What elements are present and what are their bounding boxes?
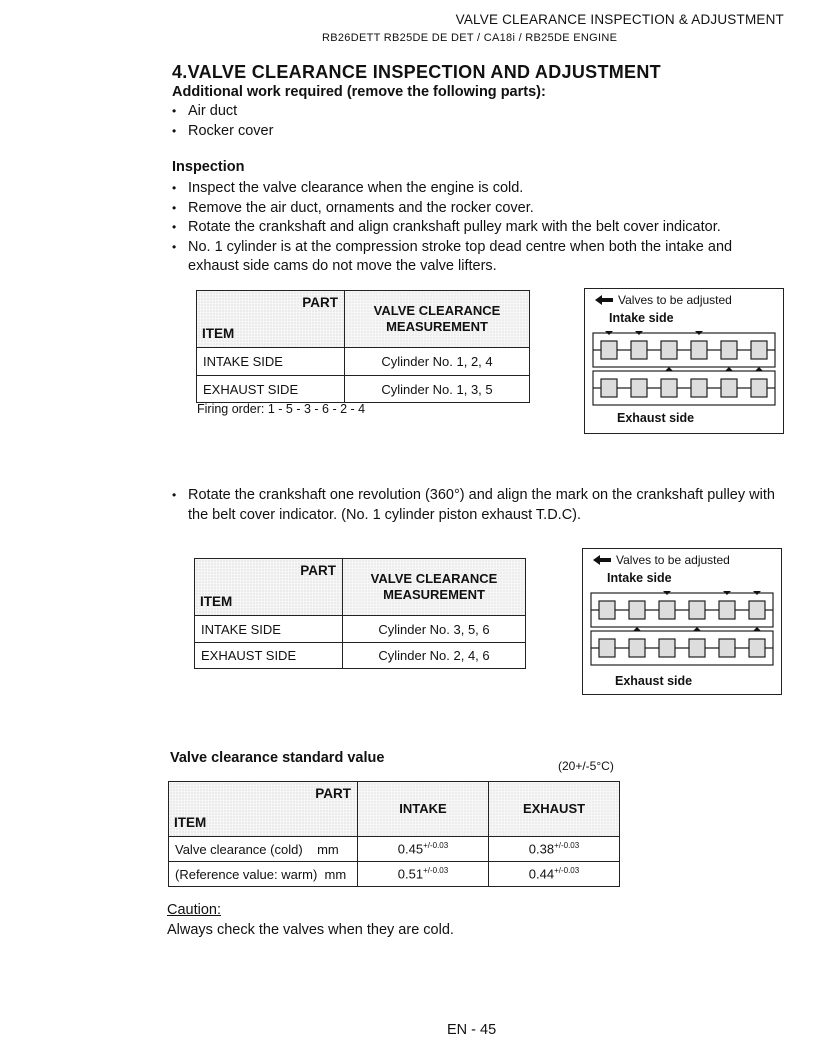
rotate-note [170,486,790,525]
exhaust-column-header: EXHAUST [489,782,620,837]
camshaft-diagram [591,331,777,407]
measurement-header-line1: VALVE CLEARANCE [373,303,501,318]
figure-legend: Valves to be adjusted [595,293,732,307]
page-number: EN - 45 [447,1022,497,1038]
camshaft-diagram [589,591,775,667]
part-label: PART [300,563,336,578]
arrow-left-icon [593,555,611,565]
engine-applicability: RB26DETT RB25DE DE DET / CA18i / RB25DE ENGINE [322,32,618,44]
row-value: Cylinder No. 1, 2, 4 [345,348,530,376]
list-item: • Rocker cover [170,122,770,142]
item-label: ITEM [200,594,233,609]
row-item: INTAKE SIDE [195,616,343,643]
part-label: PART [315,786,351,801]
row-value: Cylinder No. 3, 5, 6 [343,616,526,643]
additional-work-list [170,102,770,141]
list-item: • Inspect the valve clearance when the engine is cold. [170,179,770,199]
list-item: • Air duct [170,102,770,122]
inspection-heading: Inspection [172,159,245,175]
row-item: EXHAUST SIDE [195,643,343,669]
intake-value: $0.51^{+/-0.03}$ [358,862,489,887]
table-header-part-item [197,291,345,348]
exhaust-side-label: Exhaust side [615,674,693,688]
row-value: Cylinder No. 1, 3, 5 [345,376,530,403]
table-row [197,348,530,376]
temperature-condition: (20+/-5°C) [558,759,614,773]
clearance-table-1 [196,290,530,403]
list-item: • Rotate the crankshaft and align crankshaft pulley mark with the belt cover indicator. [170,218,770,238]
table-header-part-item [195,559,343,616]
row-item: EXHAUST SIDE [197,376,345,403]
measurement-header [343,559,526,616]
item-label: ITEM [202,326,235,341]
caution-text: Always check the valves when they are cold. [167,922,454,938]
standard-value-heading: Valve clearance standard value [170,750,385,766]
row-item: INTAKE SIDE [197,348,345,376]
running-header: VALVE CLEARANCE INSPECTION & ADJUSTMENT [455,12,784,27]
intake-side-label: Intake side [609,311,674,325]
row-item: (Reference value: warm) mm [169,862,358,887]
additional-work-heading: Additional work required (remove the following parts): [172,84,546,100]
exhaust-value: $0.44^{+/-0.03}$ [489,862,620,887]
table-row [197,376,530,403]
row-value: Cylinder No. 2, 4, 6 [343,643,526,669]
measurement-header-line2: MEASUREMENT [386,319,488,334]
measurement-header-line2: MEASUREMENT [383,587,485,602]
intake-column-header: INTAKE [358,782,489,837]
clearance-table-2 [194,558,526,669]
section-title: 4.VALVE CLEARANCE INSPECTION AND ADJUSTMENT [172,62,661,82]
exhaust-value: $0.38^{+/-0.03}$ [489,837,620,862]
table-row [195,643,526,669]
engine-diagram-1 [584,288,784,434]
table-row [169,862,620,887]
part-label: PART [302,295,338,310]
measurement-header-line1: VALVE CLEARANCE [370,571,498,586]
arrow-left-icon [595,295,613,305]
figure-legend: Valves to be adjusted [593,553,730,567]
engine-diagram-2 [582,548,782,695]
table-row [169,837,620,862]
standard-value-table [168,781,620,887]
intake-value: $0.45^{+/-0.03}$ [358,837,489,862]
list-item: • Remove the air duct, ornaments and the rocker cover. [170,199,770,219]
list-item: • Rotate the crankshaft one revolution (360°) and align the mark on the crankshaft pulley with the belt cover indicator. (No. 1 cylinder piston exhaust T.D.C). [170,486,790,525]
table-row [195,616,526,643]
firing-order: Firing order: 1 - 5 - 3 - 6 - 2 - 4 [197,402,366,416]
intake-side-label: Intake side [607,571,672,585]
row-item: Valve clearance (cold) mm [169,837,358,862]
exhaust-side-label: Exhaust side [617,411,695,425]
item-label: ITEM [174,815,207,830]
caution-heading: Caution: [167,902,222,918]
table-header-part-item [169,782,358,837]
list-item: • No. 1 cylinder is at the compression stroke top dead centre when both the intake and exhaust side cams do not move the valve lifters. [170,238,770,277]
measurement-header [345,291,530,348]
inspection-list [170,179,770,277]
